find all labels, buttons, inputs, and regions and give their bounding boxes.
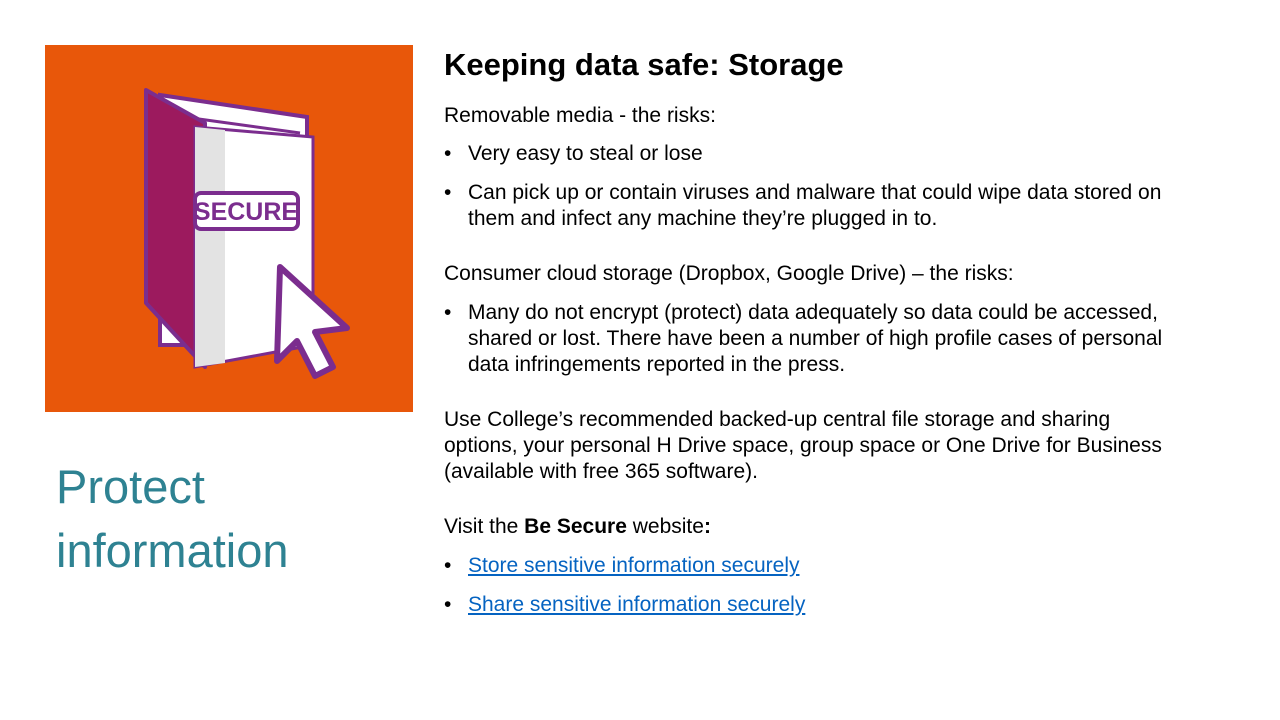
be-secure-links bbox=[444, 553, 1184, 618]
side-title-line-1: Protect bbox=[56, 460, 205, 513]
content-panel bbox=[444, 46, 1184, 618]
secure-folder-illustration bbox=[45, 45, 413, 412]
list-item: • Many do not encrypt (protect) data adequately so data could be accessed, shared or lost. There have been a number of high profile cases of personal data infringements reported in the press. bbox=[444, 300, 1184, 378]
visit-suffix: website bbox=[626, 515, 704, 538]
visit-website-line bbox=[444, 514, 1184, 540]
side-title bbox=[56, 455, 416, 583]
secure-stamp-text: SECURE bbox=[193, 198, 299, 226]
removable-media-risks bbox=[444, 141, 1184, 232]
list-item bbox=[444, 553, 1184, 579]
side-title-line-2: information bbox=[56, 524, 289, 577]
list-item: • Can pick up or contain viruses and malware that could wipe data stored on them and infect any machine they’re plugged in to. bbox=[444, 180, 1184, 232]
removable-media-intro: Removable media - the risks: bbox=[444, 104, 716, 127]
list-item bbox=[444, 592, 1184, 618]
storage-recommendation: Use College’s recommended backed-up central file storage and sharing options, your personal H Drive space, group space or One Drive for Business (available with free 365 software). bbox=[444, 408, 1162, 483]
list-item: • Very easy to steal or lose bbox=[444, 141, 1184, 167]
cloud-storage-risks bbox=[444, 300, 1184, 378]
cloud-storage-intro: Consumer cloud storage (Dropbox, Google Drive) – the risks: bbox=[444, 262, 1014, 285]
share-securely-link[interactable]: Share sensitive information securely bbox=[468, 593, 806, 616]
page-heading: Keeping data safe: Storage bbox=[444, 47, 844, 82]
store-securely-link[interactable]: Store sensitive information securely bbox=[468, 554, 800, 577]
visit-colon: : bbox=[703, 515, 711, 538]
secure-folder-icon bbox=[45, 45, 413, 412]
visit-prefix: Visit the bbox=[444, 515, 525, 538]
be-secure-name: Be Secure bbox=[524, 515, 627, 538]
